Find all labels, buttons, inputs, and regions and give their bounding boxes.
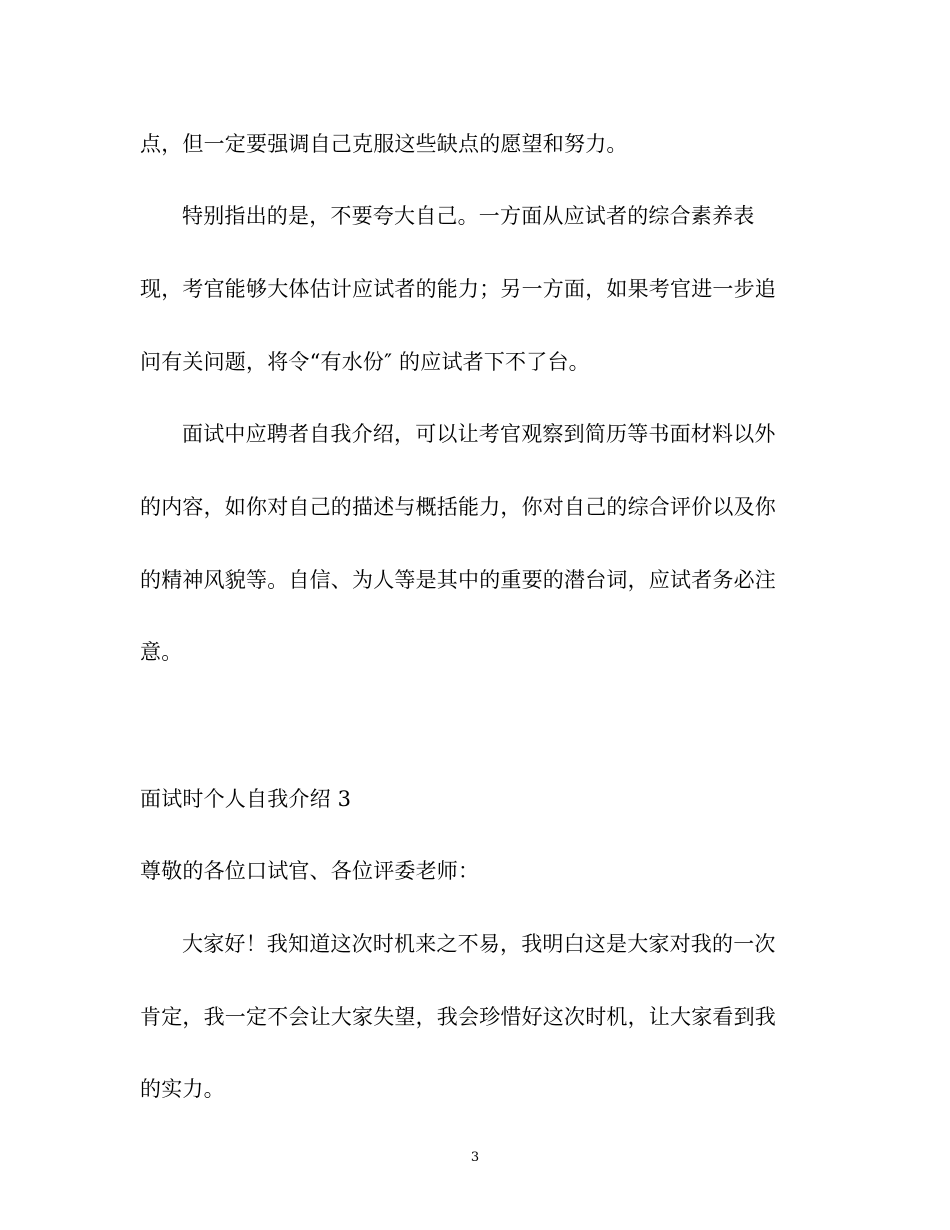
- section-title: 面试时个人自我介绍 3: [140, 787, 352, 811]
- page-number: 3: [470, 1150, 480, 1165]
- paragraph-line: 的内容，如你对自己的描述与概括能力，你对自己的综合评价以及你: [140, 495, 776, 519]
- salutation: 尊敬的各位口试官、各位评委老师：: [140, 859, 480, 883]
- paragraph-line: 现，考官能够大体估计应试者的能力；另一方面，如果考官进一步追: [140, 277, 776, 301]
- paragraph-line: 点，但一定要强调自己克服这些缺点的愿望和努力。: [140, 132, 628, 156]
- paragraph-line: 的实力。: [140, 1077, 225, 1101]
- paragraph-line: 大家好！我知道这次时机来之不易，我明白这是大家对我的一次: [182, 932, 776, 956]
- paragraph-line: 问有关问题，将令“有水份″ 的应试者下不了台。: [140, 350, 590, 374]
- paragraph-line: 的精神风貌等。自信、为人等是其中的重要的潜台词，应试者务必注: [140, 568, 776, 592]
- paragraph-line: 面试中应聘者自我介绍，可以让考官观察到简历等书面材料以外: [182, 422, 776, 446]
- paragraph-line: 特别指出的是，不要夸大自己。一方面从应试者的综合素养表: [182, 204, 755, 228]
- paragraph-line: 意。: [140, 640, 183, 664]
- paragraph-line: 肯定，我一定不会让大家失望，我会珍惜好这次时机，让大家看到我: [140, 1005, 776, 1029]
